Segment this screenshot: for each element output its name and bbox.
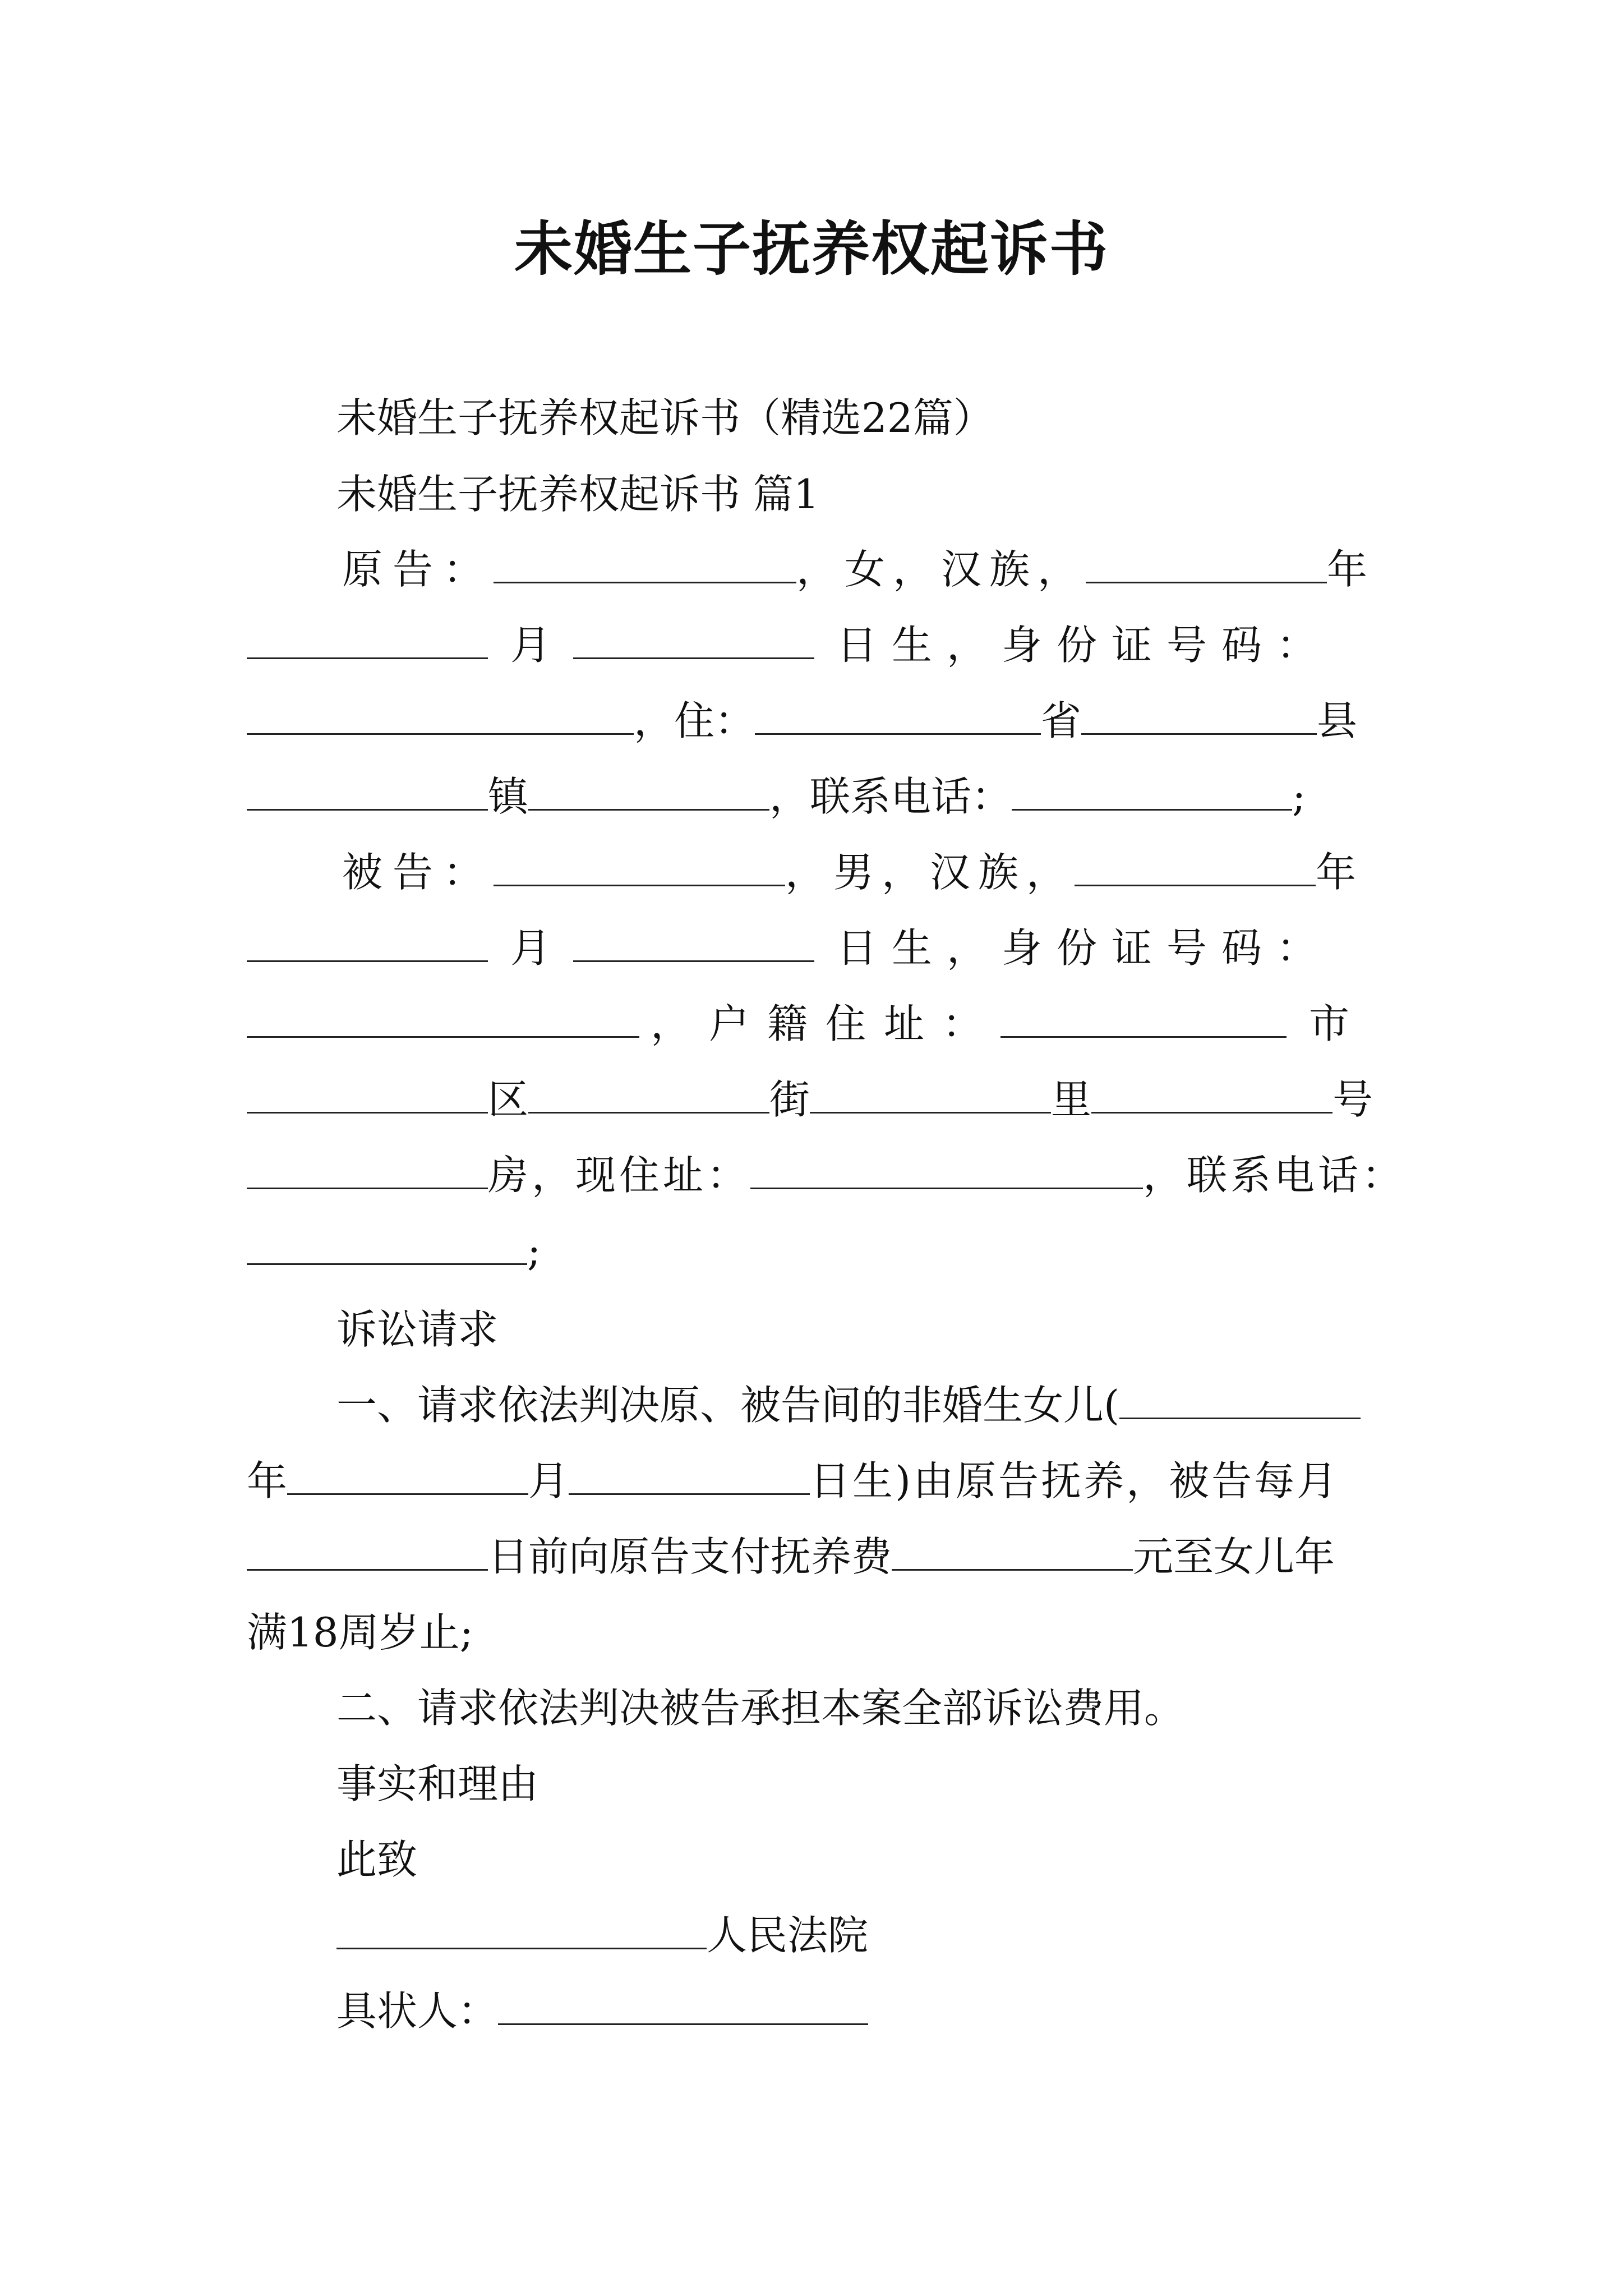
defendant-month-blank[interactable]	[247, 922, 488, 962]
defendant-huji-label: ，户籍住址：	[651, 1000, 1001, 1047]
defendant-year-blank[interactable]	[1075, 846, 1316, 886]
defendant-line-2	[247, 917, 1331, 979]
defendant-month-label: 月	[510, 924, 551, 972]
plaintiff-month-blank[interactable]	[247, 619, 488, 659]
claim1-year-label: 年	[247, 1457, 288, 1504]
defendant-address-blank[interactable]	[750, 1149, 1143, 1189]
plaintiff-county-blank[interactable]	[1081, 695, 1317, 735]
defendant-district-label: 区	[488, 1076, 529, 1123]
plaintiff-town-blank-1[interactable]	[247, 771, 488, 811]
defendant-idcard-label: 日生，身份证号码：	[837, 924, 1332, 972]
plaintiff-year-blank[interactable]	[1086, 544, 1327, 583]
claim1-text-a: 一、请求依法判决原、被告间的非婚生女儿(	[336, 1382, 1120, 1429]
plaintiff-year-label: 年	[1327, 546, 1368, 593]
section-heading: 未婚生子抚养权起诉书 篇1	[336, 471, 819, 518]
defendant-name-blank[interactable]	[494, 846, 785, 886]
claim1-amount-blank[interactable]	[892, 1531, 1133, 1571]
claim1-text-d: 日生)由原告抚养，被告每月	[810, 1457, 1340, 1504]
defendant-end: ;	[527, 1227, 541, 1274]
claim1-text-e: 日前向原告支付抚养费	[488, 1533, 892, 1580]
claim1-text-f: 元至女儿年	[1133, 1533, 1335, 1580]
defendant-line-3	[247, 993, 1349, 1055]
claim1-line-3	[247, 1526, 1335, 1588]
claims-heading: 诉讼请求	[336, 1306, 499, 1353]
claim1-payday-blank[interactable]	[247, 1531, 488, 1571]
defendant-room-blank[interactable]	[247, 1149, 488, 1189]
claim1-line-1	[336, 1374, 1361, 1436]
salutation: 此致	[336, 1836, 418, 1883]
claim1-month-label: 月	[528, 1457, 569, 1504]
plaintiff-line-1	[342, 539, 1367, 600]
defendant-district-blank[interactable]	[247, 1074, 488, 1114]
claim1-line-2	[247, 1450, 1339, 1512]
court-name-blank[interactable]	[336, 1910, 707, 1949]
plaintiff-town-label: 镇	[488, 773, 529, 820]
plaintiff-province-blank[interactable]	[755, 695, 1041, 735]
defendant-street-blank[interactable]	[528, 1074, 769, 1114]
plaintiff-day-blank[interactable]	[573, 619, 814, 659]
plaintiff-phone-blank[interactable]	[1012, 771, 1292, 811]
defendant-line-1	[342, 841, 1356, 903]
claim1-day-blank[interactable]	[569, 1455, 810, 1495]
claim1-month-blank[interactable]	[287, 1455, 528, 1495]
facts-heading: 事实和理由	[336, 1760, 539, 1807]
subtitle: 未婚生子抚养权起诉书（精选22篇）	[336, 394, 994, 441]
plaintiff-province-label: 省	[1041, 697, 1082, 744]
plaintiff-label: 原告：	[342, 546, 494, 593]
document-title: 未婚生子抚养权起诉书	[514, 215, 1109, 283]
defendant-gender: ，男，汉族，	[785, 849, 1075, 896]
defendant-city-label: 市	[1309, 1000, 1350, 1047]
defendant-line-5	[247, 1144, 1405, 1206]
plaintiff-idcard-blank[interactable]	[247, 695, 634, 735]
plaintiff-county-label: 县	[1317, 697, 1358, 744]
defendant-line-4	[247, 1069, 1373, 1130]
plaintiff-line-4	[247, 766, 1306, 827]
defendant-street-label: 街	[769, 1076, 810, 1123]
court-line	[336, 1904, 868, 1966]
signer-blank[interactable]	[498, 1985, 868, 2025]
defendant-year-label: 年	[1316, 849, 1357, 896]
plaintiff-idcard-label: 日生，身份证号码：	[837, 622, 1332, 669]
claim1-year-blank[interactable]	[1119, 1379, 1361, 1419]
defendant-room-label: 房，现住址：	[488, 1152, 751, 1199]
defendant-li-blank[interactable]	[810, 1074, 1051, 1114]
plaintiff-end: ;	[1292, 773, 1306, 820]
claim1-line-4: 满18周岁止;	[247, 1609, 473, 1656]
signer-line	[336, 1980, 868, 2042]
defendant-day-blank[interactable]	[573, 922, 814, 962]
plaintiff-gender: ，女，汉族，	[796, 546, 1086, 593]
plaintiff-line-2	[247, 614, 1331, 676]
plaintiff-town-blank-2[interactable]	[528, 771, 769, 811]
defendant-number-label: 号	[1332, 1076, 1373, 1123]
defendant-city-blank[interactable]	[1000, 998, 1287, 1038]
defendant-line-6	[247, 1220, 541, 1282]
defendant-phone-label: ，联系电话：	[1143, 1152, 1406, 1199]
plaintiff-residence-label: ，住：	[634, 697, 755, 744]
claim2: 二、请求依法判决被告承担本案全部诉讼费用。	[336, 1685, 1185, 1732]
court-label: 人民法院	[707, 1912, 869, 1959]
plaintiff-phone-label: ，联系电话：	[769, 773, 1012, 820]
plaintiff-name-blank[interactable]	[494, 544, 796, 583]
defendant-li-label: 里	[1051, 1076, 1092, 1123]
plaintiff-line-3	[247, 690, 1357, 752]
defendant-label: 被告：	[342, 849, 494, 896]
defendant-phone-blank[interactable]	[247, 1225, 527, 1265]
defendant-idcard-blank[interactable]	[247, 998, 639, 1038]
defendant-number-blank[interactable]	[1091, 1074, 1332, 1114]
plaintiff-month-label: 月	[510, 622, 551, 669]
signer-label: 具状人：	[336, 1987, 499, 2035]
